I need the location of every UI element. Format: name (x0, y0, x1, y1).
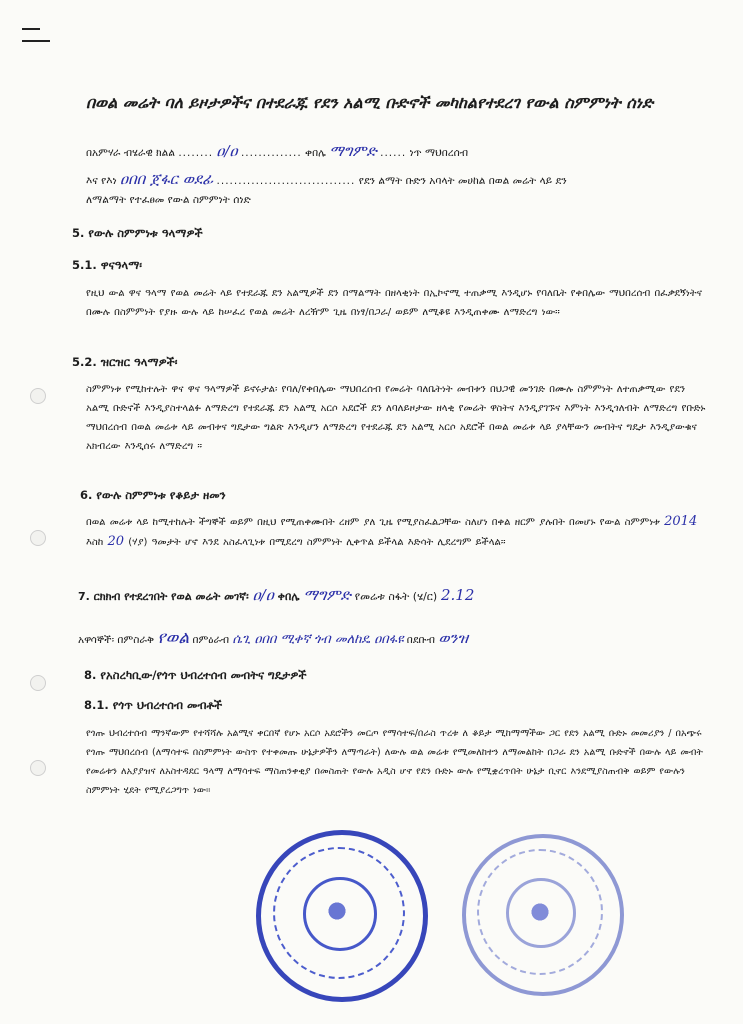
text-segment: የደን ልማት ቡድን አባላት መሀከል በወል መሬት ላይ ደን (358, 175, 567, 187)
boundaries-line (78, 628, 468, 648)
section-5-1-text: የዚህ ውል ዋና ዓላማ የወል መሬት ላይ የተደራጁ ደን አልሚዎች ደን በማልማት በዘላቂነት በኢኮኖሚ ተጠቃሚ እንዲሆኑ የባለቤት የቀበሌው ማህበረሰብ በፈቃደኝነትና በሙሉ በስምምነት የያዙ ውሉ ላይ ከሠፈረ የወል መሬት ለረዥም ጊዜ በነፃ/በጋራ/ ወይም ለሚቆዩ እንዲጠቀሙ ለማድረግ ነው። (86, 288, 702, 318)
dotted-fill: .............. (240, 147, 302, 159)
punch-hole (30, 675, 46, 691)
text-segment: በምዕራብ (192, 634, 230, 646)
scan-mark (22, 28, 40, 30)
section-6-heading: 6. የውሉ ስምምነቱ የቆይታ ዘመን (80, 488, 226, 502)
emblem-icon (523, 895, 557, 929)
emblem-icon (320, 894, 354, 928)
dotted-fill: ...... (380, 147, 407, 159)
text-segment: በወል መሬቱ ላይ ከሚተከሉት ችግኞች ወይም በዚህ የሚጠቀሙበት ረዘም ያለ ጊዜ የሚያስፈልጋቸው ስለሆነ በቀል ዘርም ያሉበት በመሆኑ የውል ስምምነቱ (86, 517, 660, 528)
handwritten-got: ማግምድ (329, 142, 377, 160)
section-8-1-heading: 8.1. የጎጥ ህብረተሰብ መብቶች (84, 698, 223, 712)
dotted-fill: ........ (178, 147, 214, 159)
scan-mark (22, 40, 50, 42)
section-8-1-text: የጎጡ ህብረተሰብ ማንኛውም የተሻሻሉ አልሚና ቀርበኛ የሆኑ አርሶ አደሮችን መርጦ የማሳተፍ/በራስ ጥረቱ ለ ቆይታ ሚከማማችው ጋር የደን አልሚ ቡድኑ መመሪያን / በአጭሩ የጎጡ ማህበረሰብ (ለማሳተፍ በስምምነት ውስጥ የተቀመጡ ሁኔታዎችን ለማጣራት) ለውሉ ወል መሬቱ የሚመለከተን ለማመልከት በጋራ ደን አልሚ ቡድኖች በውሉ ላይ መብት የመሬቱን ለአያያዝና ለአስተዳደር ዓላማ ለማሳተፍ ማስጠንቀቂያ በመስጠት የውሉ አዲስ ሆኖ የደን ቡድኑ ውሉ የሚቋረጥበት ሁኔታ ቢኖር እንደሚያስጠብቅ ወይም የውሉን ስምምነት ሂደት የሚያረጋግጥ ነው። (86, 728, 703, 796)
punch-hole (30, 530, 46, 546)
text-segment: አዋሳኞች፡ በምስራቅ (78, 634, 155, 646)
area-label: የመሬቱ ስፋት (ሄ/ር) (354, 590, 438, 603)
handwritten-group-leader: ዐበበ ጀፋር ወደፊ (120, 170, 214, 188)
section-7-line (78, 586, 474, 604)
handwritten-got: ማግምድ (303, 586, 351, 604)
handwritten-north: ጎብ መለከዴ ዐበፋዩ (313, 632, 404, 647)
section-5-2-heading: 5.2. ዝርዝር ዓላማዎች፡ (72, 355, 178, 369)
official-stamp (256, 830, 428, 1002)
stamp-center (506, 878, 576, 948)
dotted-fill: ................................ (216, 175, 356, 187)
handwritten-duration: 20 (107, 534, 125, 549)
document-title: በወል መሬት ባለ ይዞታዎችና በተደራጁ የደን አልሚ ቡድኖች መካከልየተደረገ የውል ስምምነት ሰነድ (86, 93, 654, 112)
text-segment: በደቡብ (406, 634, 435, 646)
text-segment: በአምሃራ ብሄራዊ ክልል (86, 147, 175, 159)
handwritten-east: የወል (157, 628, 190, 648)
text-segment: ቀበሌ (305, 147, 326, 159)
text-segment: እስከ (86, 537, 104, 548)
section-8-heading: 8. የአስረካቢው/የጎጥ ህብረተሰብ መብትና ግዴታዎች (84, 668, 307, 682)
handwritten-kebele: ዐ/ዐ (216, 142, 238, 160)
text-segment: ቀበሌ (277, 590, 300, 603)
section-6-text (86, 512, 706, 552)
text-segment: እና የእነ (86, 175, 117, 187)
text-segment: (ሃያ) ዓመታት ሆኖ እንደ አስፈላጊነቱ በሚደረግ ስምምነት ሊቀጥል ይችላል (128, 537, 404, 548)
parties-line-1 (86, 142, 468, 160)
handwritten-west: ሴጊ ዐበበ ሚቀኛ (232, 632, 311, 647)
section-5-heading: 5. የውሉ ስምምነቱ ዓላማዎች (72, 226, 203, 240)
text-segment: ነጥ ማህበረሰብ (409, 147, 469, 159)
handwritten-south: ወንዝ (438, 629, 469, 647)
stamp-center (303, 877, 377, 951)
handwritten-kebele: ዐ/ዐ (252, 586, 274, 604)
official-stamp (462, 834, 624, 996)
parties-line-3: ለማልማት የተፈፀመ የውል ስምምነት ሰነድ (86, 194, 251, 206)
parties-line-2 (86, 170, 567, 188)
punch-hole (30, 388, 46, 404)
section-5-1-heading: 5.1. ዋናዓላማ፡ (72, 258, 143, 272)
section-7-heading: 7. ርክክብ የተደረገበት የወል መሬት መገኛ፡ (78, 590, 249, 603)
section-5-2-text: ስምምነቱ የሚከተሉት ዋና ዋና ዓላማዎች ይኖሩታል፡ የባለ/የቀበሌው ማህበረሰብ የመሬት ባለቤትነት መብቱን በህጋዊ መንገድ በሙሉ ስምምነት ለተጠቃሚው የደን አልሚ ቡድኖች እንዲያስተላልፉ ለማድረግ የተደራጁ ደን አልሚ አርሶ አደሮች ደን ለባለይዞታው ዘላቂ የመሬት ዋስትና እንዲያገኙና እምነት እንዲጎለብት ለማድረግ የቡድኑ ማህበረሰብ በወል መሬቱ ላይ መብቱና ግዴታው ግልጽ እንዲሆን ለማድረግ የተደራጁ ደን አልሚ አርሶ አደሮች በወል መሬቱ ላይ ያላቸውን መብትና ግዴታ እንዲያውቁና አክብረው እንዲሰሩ ለማድረግ ። (86, 384, 706, 452)
text-segment: እድሳት ሊደረግም ይችላል። (407, 537, 506, 548)
punch-hole (30, 760, 46, 776)
handwritten-area: 2.12 (441, 586, 475, 604)
handwritten-start-year: 2014 (664, 514, 698, 529)
